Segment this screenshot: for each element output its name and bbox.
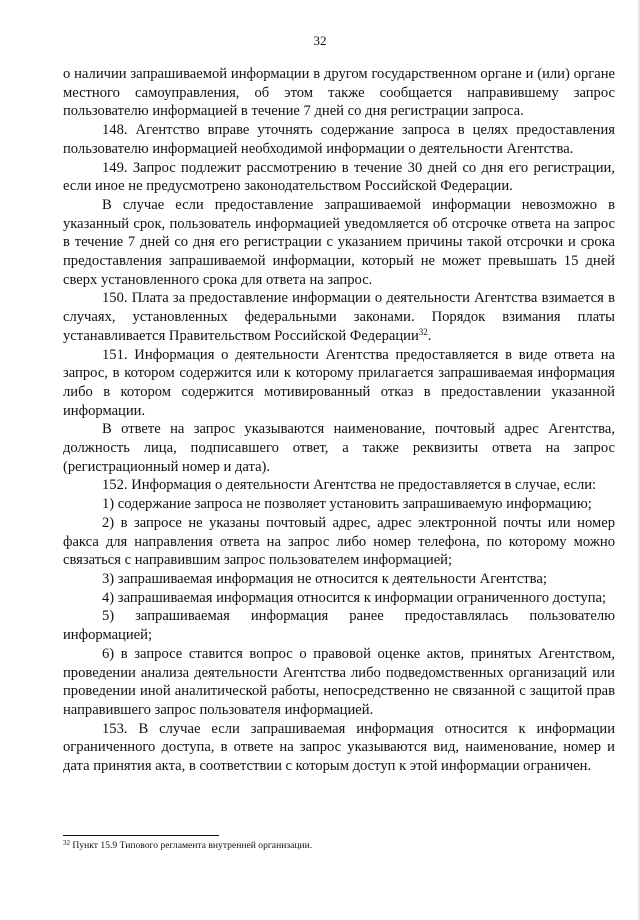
footnote (63, 840, 615, 852)
paragraph-tail: . (427, 327, 432, 344)
paragraph-text: 149. Запрос подлежит рассмотрению в течение 30 дней со дня его регистрации, если иное не предусмотрено законодательством Российской Федерации. (63, 159, 615, 195)
paragraph-text: 1) содержание запроса не позволяет установить запрашиваемую информацию; (102, 496, 592, 513)
paragraph (63, 346, 615, 421)
paragraph-text: о наличии запрашиваемой информации в другом государственном органе и (или) органе местного самоуправления, об этом также сообщается направившему запрос пользователю информацией в течение 7 дней со дня регистрации запроса. (63, 66, 615, 120)
paragraph (63, 476, 615, 495)
document-body (63, 65, 615, 776)
paragraph (63, 720, 615, 776)
footnote-reference: 32 (418, 326, 428, 337)
paragraph (63, 514, 615, 570)
paragraph (63, 589, 615, 608)
paragraph-text: 153. В случае если запрашиваемая информация относится к информации ограниченного доступа, в ответе на запрос указываются вид, наименование, номер и дата принятия акта, в соответствии с которым доступ к этой информации ограничен. (63, 720, 615, 775)
paragraph-text: 4) запрашиваемая информация относится к информации ограниченного доступа; (102, 589, 607, 606)
paragraph (63, 420, 615, 476)
paragraph (63, 159, 615, 196)
paragraph-text: 6) в запросе ставится вопрос о правовой оценке актов, принятых Агентством, проведении анализа деятельности Агентства либо подведомственных организаций или проведении иной аналитической работы, непосредственно не связанной с защитой прав направившего запрос пользователя информацией. (63, 645, 615, 718)
paragraph-text: 152. Информация о деятельности Агентства не предоставляется в случае, если: (102, 477, 597, 494)
page-number: 32 (313, 33, 327, 48)
paragraph-text: 2) в запросе не указаны почтовый адрес, адрес электронной почты или номер факса для направления ответа на запрос либо номер телефона, по которому можно связаться с направившим запрос пользователем информацией; (63, 514, 615, 569)
paragraph-text: 151. Информация о деятельности Агентства предоставляется в виде ответа на запрос, в котором содержится или к которому прилагается запрашиваемая информация либо в котором содержится мотивированный отказ в предоставлении указанной информации. (63, 346, 615, 419)
paragraph-text: 148. Агентство вправе уточнять содержание запроса в целях предоставления пользователю информацией необходимой информации о деятельности Агентства. (63, 122, 615, 157)
paragraph (63, 196, 615, 290)
paragraph-text: 3) запрашиваемая информация не относится к деятельности Агентства; (102, 570, 547, 587)
paragraph-text: В случае если предоставление запрашиваемой информации невозможно в указанный срок, пользователь информацией уведомляется об отсрочке ответа на запрос в течение 7 дней со дня его регистрации с указанием причины такой отсрочки и срока предоставления запрашиваемой информации, который не может превышать 15 дней сверх установленного срока для ответа на запрос. (63, 196, 615, 288)
paragraph (63, 495, 615, 514)
paragraph-text: 150. Плата за предоставление информации о деятельности Агентства взимается в случаях, установленных федеральными законами. Порядок взимания платы устанавливается Правительством Российской Федерации (63, 290, 615, 344)
paragraph (63, 65, 615, 121)
paragraph-text: 5) запрашиваемая информация ранее предоставлялась пользователю информацией; (63, 608, 615, 644)
paragraph-text: В ответе на запрос указываются наименование, почтовый адрес Агентства, должность лица, подписавшего ответ, а также реквизиты ответа на запрос (регистрационный номер и дата). (63, 421, 615, 475)
footnote-divider (63, 835, 219, 836)
paragraph (63, 570, 615, 589)
paragraph (63, 289, 615, 345)
paragraph (63, 607, 615, 644)
paragraph (63, 121, 615, 158)
footnote-text: Пункт 15.9 Типового регламента внутренней организации. (72, 840, 313, 851)
paragraph (63, 645, 615, 720)
footnote-number: 32 (63, 839, 70, 847)
